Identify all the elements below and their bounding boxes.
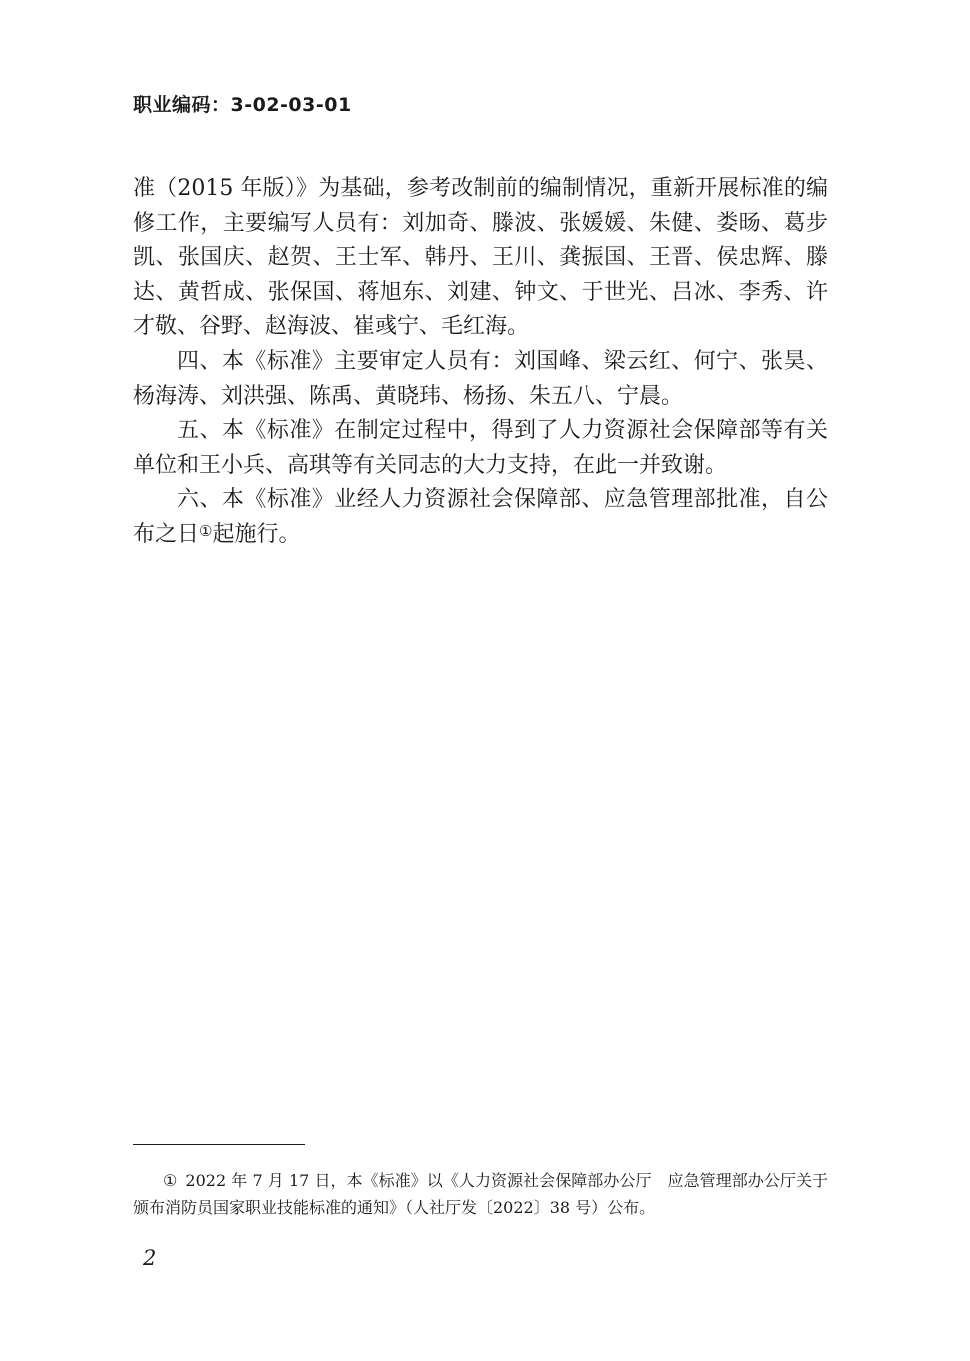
approval-text-start: 六、本《标准》业经人力资源社会保障部、应急管理部批准，自公布之日 <box>133 487 828 547</box>
paragraph-drafters: 准（2015 年版）》为基础，参考改制前的编制情况，重新开展标准的编修工作，主要编写人员有：刘加奇、滕波、张媛媛、朱健、娄旸、葛步凯、张国庆、赵贺、王士军、韩丹、王川、龚振国、王晋、侯忠辉、滕达、黄哲成、张保国、蒋旭东、刘建、钟文、于世光、吕冰、李秀、许才敬、谷野、赵海波、崔彧宁、毛红海。 <box>133 176 828 340</box>
footnote-divider <box>133 1144 305 1145</box>
approval-text-end: 起施行。 <box>212 521 301 547</box>
footnote-mark: ① <box>163 1171 178 1190</box>
paragraph-reviewers: 四、本《标准》主要审定人员有：刘国峰、梁云红、何宁、张昊、杨海涛、刘洪强、陈禹、黄晓玮、杨扬、朱五八、宁晨。 <box>133 348 828 409</box>
body-text <box>133 172 828 554</box>
footnote <box>133 1167 828 1221</box>
page-number: 2 <box>143 1246 157 1270</box>
footnote-reference-mark[interactable]: ① <box>199 521 213 540</box>
paragraph-acknowledgements: 五、本《标准》在制定过程中，得到了人力资源社会保障部等有关单位和王小兵、高琪等有关同志的大力支持，在此一并致谢。 <box>133 418 828 478</box>
footnote-text: 2022 年 7 月 17 日，本《标准》以《人力资源社会保障部办公厅 应急管理部办公厅关于颁布消防员国家职业技能标准的通知》（人社厅发〔2022〕38 号）公布。 <box>133 1171 828 1217</box>
occupation-code-header: 职业编码：3-02-03-01 <box>133 94 352 116</box>
paragraph-approval <box>133 483 828 553</box>
